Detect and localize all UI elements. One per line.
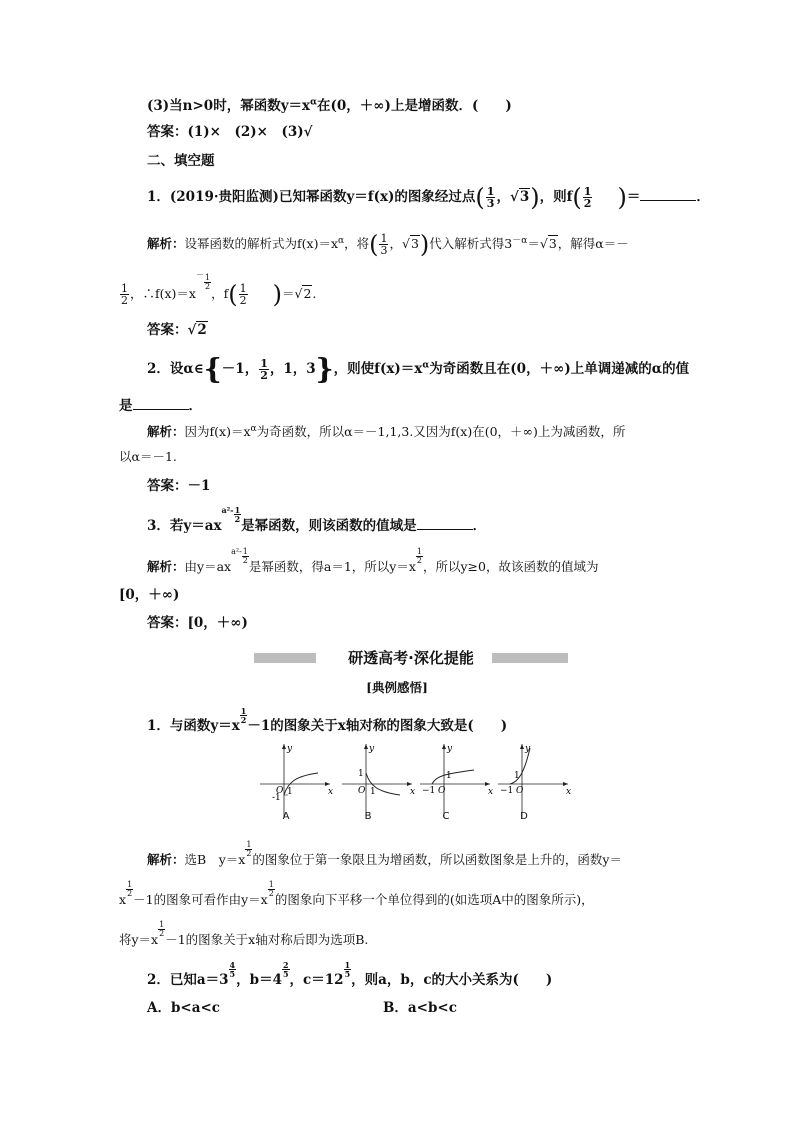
graph-option-d xyxy=(496,740,582,822)
ex1-stem: 1．与函数y＝x $\frac{1}{2}$ －1的图象关于x轴对称的图象大致是( ) xyxy=(147,706,508,734)
axis-y-label: y xyxy=(447,744,453,754)
origin-label: O xyxy=(276,786,284,796)
ex1-solution: 解析：选B y＝x $\frac{1}{2}$ 的图象位于第一象限且为增函数，所以函数图象是上升的，函数y＝ xyxy=(147,840,622,867)
axis-x-label: x xyxy=(488,787,494,797)
axis-x-label: x xyxy=(328,787,334,797)
q3-answer: 答案：[0，＋∞) xyxy=(147,615,248,631)
section-header xyxy=(254,647,568,669)
q1-stem: 1．(2019·贵阳监测)已知幂函数y＝f(x)的图象经过点( $\frac{1}{3}$ ，√3)，则f( $\frac{1}{2}$ )＝ ． xyxy=(147,183,710,212)
axis-x-label: x xyxy=(410,787,416,797)
origin-label: O xyxy=(438,786,446,796)
tick-label: 1 xyxy=(358,769,364,779)
tick-label: 1 xyxy=(514,771,520,781)
q2-blank xyxy=(133,395,189,410)
graph-label-a: A xyxy=(282,811,290,822)
axis-y-label: y xyxy=(287,744,293,754)
graph-label-b: B xyxy=(364,811,372,822)
section-title: 研透高考·深化提能 xyxy=(348,649,474,667)
q2-stem: 2．设α∈{－1， $\frac{1}{2}$ ，1，3}，则使$f(x)=x^\alpha$为奇函数且在(0，＋∞)上单调递减的α的值 xyxy=(147,352,690,386)
q2-stem-line2: 是 ． xyxy=(119,395,679,416)
q2-solution-line2: 以α＝－1. xyxy=(119,449,177,464)
graph-option-b xyxy=(340,740,426,822)
ex2-option-b: B．a<b<c xyxy=(383,1000,457,1016)
tick-label: 1 xyxy=(287,787,293,797)
q2-answer: 答案：－1 xyxy=(147,478,211,494)
q3-blank xyxy=(417,515,473,530)
q1-solution-line2: $\frac{1}{2}$ ，∴f(x)＝x－ $\frac{1}{2}$ ，f( $\frac{1}{2}$ )＝√2. xyxy=(121,270,317,309)
q3-solution: 解析：由y＝axa²- $\frac{1}{2}$ 是幂函数，得a＝1，所以y＝x $\frac{1}{2}$ ，所以y≥0，故该函数的值域为 xyxy=(147,547,599,574)
judge-item-3: (3)当n>0时，幂函数$y=x^\alpha$在(0，＋∞)上是增函数．( ) xyxy=(147,97,512,114)
section-subtitle: [典例感悟] xyxy=(366,680,428,695)
graph-label-d: D xyxy=(520,811,528,822)
tick-label: 1 xyxy=(446,771,452,781)
judge-answer: 答案：(1)× (2)× (3)√ xyxy=(147,124,313,140)
q3-stem: 3．若y＝axa²- $\frac{1}{2}$ 是幂函数，则该函数的值域是 ． xyxy=(147,505,487,534)
q1-blank xyxy=(640,186,696,201)
q2-solution: 解析：因为$f(x)=x^\alpha$为奇函数，所以α＝－1,1,3.又因为f(x)在(0，＋∞)上为减函数，所 xyxy=(147,423,626,439)
ex2-option-a: A．b<a<c xyxy=(147,1000,221,1016)
axis-x-label: x xyxy=(566,787,572,797)
fill-heading: 二、填空题 xyxy=(147,153,215,169)
tick-label: 1 xyxy=(370,787,376,797)
q1-solution: 解析：设幂函数的解析式为$f(x)=x^\alpha$，将( $\frac{1}{3}$ ，√3)代入解析式得$3^{-\alpha}=√3$，解得α＝－ xyxy=(147,230,629,259)
graph-option-a xyxy=(258,740,344,822)
axis-y-label: y xyxy=(369,744,375,754)
ex1-solution-line2: x $\frac{1}{2}$ －1的图象可看作由y＝x $\frac{1}{2}$ 的图象向下平移一个单位得到的(如选项A中的图象所示)， xyxy=(119,880,594,907)
ex1-solution-line3: 将y＝x $\frac{1}{2}$ －1的图象关于x轴对称后即为选项B. xyxy=(119,920,369,947)
origin-label: O xyxy=(516,786,524,796)
axis-y-label: y xyxy=(525,744,531,754)
ex2-stem: 2．已知a＝3 $\frac{4}{5}$ ，b＝4 $\frac{2}{5}$ ，c＝12 $\frac{1}{5}$ ，则a，b，c的大小关系为( ) xyxy=(147,960,553,988)
q1-answer: 答案：√2 xyxy=(147,322,207,338)
tick-label: −1 xyxy=(500,786,514,796)
tick-label: -1 xyxy=(272,793,281,803)
origin-label: O xyxy=(358,786,366,796)
tick-label: −1 xyxy=(422,786,436,796)
q3-solution-line2: [0，＋∞) xyxy=(119,587,180,603)
graph-label-c: C xyxy=(442,811,450,822)
graph-option-c xyxy=(418,740,504,822)
